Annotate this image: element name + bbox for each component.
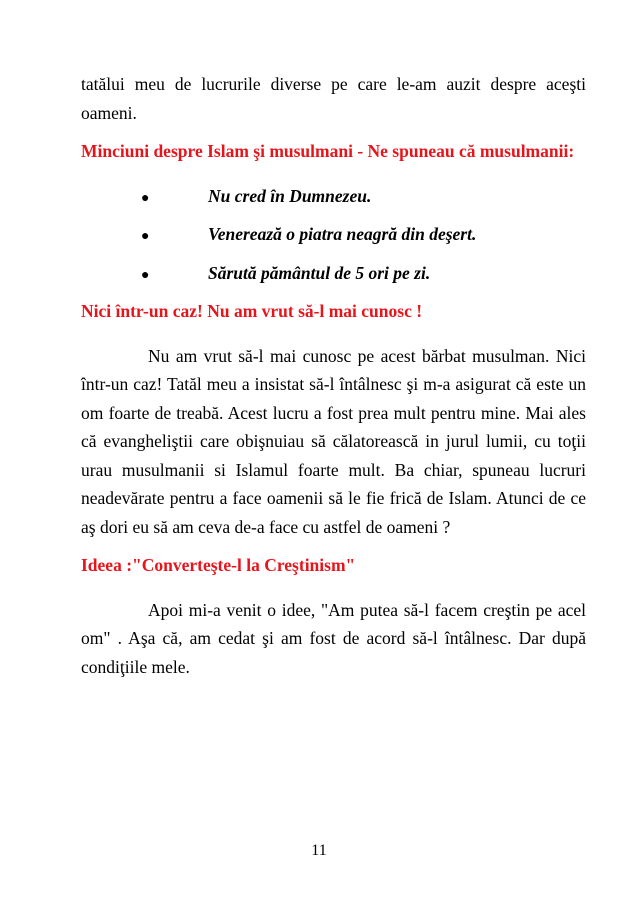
document-page xyxy=(81,70,586,691)
bullet-item xyxy=(81,220,586,249)
bullet-item xyxy=(81,182,586,211)
bullet-dot-icon: ● xyxy=(141,190,150,206)
heading-idea: Ideea :"Converteşte-l la Creştinism" xyxy=(81,555,356,575)
bullet-text: Nu cred în Dumnezeu. xyxy=(208,185,372,206)
bullet-item xyxy=(81,259,586,288)
paragraph-idea: Apoi mi-a venit o idee, "Am putea să-l facem creştin pe acel om" . Aşa că, am cedat şi am fost de acord să-l întâlnesc. Dar după condiţiile mele. xyxy=(81,599,586,677)
bullet-list xyxy=(81,182,586,288)
bullet-dot-icon: ● xyxy=(141,229,150,244)
paragraph-no-way: Nu am vrut să-l mai cunosc pe acest bărbat musulman. Nici într-un caz! Tatăl meu a insistat să-l întâlnesc şi m-a asigurat că este un om foarte de treabă. Acest lucru a fost prea mult pentru mine. Mai ales că evangheliştii care obişnuiau să călatorească in jurul lumii, cu toţii urau musulmanii si Islamul foarte mult. Ba chiar, spuneau lucruri neadevărate pentru a face oamenii să le fie frică de Islam. Atunci de ce aş dori eu să am ceva de-a face cu astfel de oameni ? xyxy=(81,345,586,537)
bullet-text: Sărută pământul de 5 ori pe zi. xyxy=(208,262,431,283)
heading-no-way: Nici într-un caz! Nu am vrut să-l mai cunosc ! xyxy=(81,301,423,321)
page-number: 11 xyxy=(311,842,327,859)
bullet-text: Venerează o piatra neagră din deşert. xyxy=(208,224,477,244)
heading-lies: Minciuni despre Islam şi musulmani - Ne spuneau că musulmanii: xyxy=(81,141,575,161)
intro-paragraph: tatălui meu de lucrurile diverse pe care le-am auzit despre aceşti oameni. xyxy=(81,74,586,123)
bullet-dot-icon: ● xyxy=(141,267,150,283)
